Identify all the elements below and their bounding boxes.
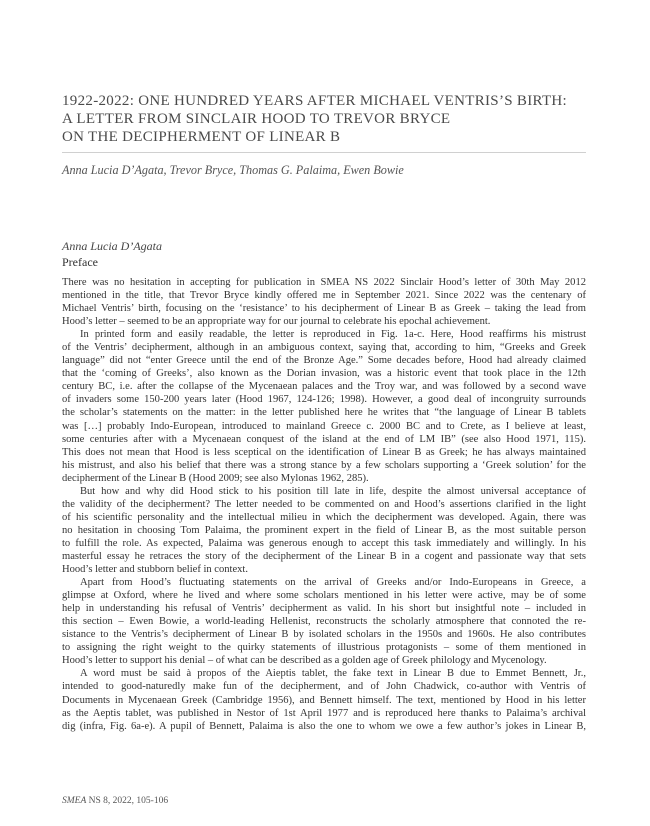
body-line: sistance to the Ventris’s decipherment of Linear B by isolated scholars in the 1950s and 1960s. He also contributes (62, 629, 586, 641)
body-line: This does not mean that Hood is less sceptical on the identification of Linear B as Greek; he has always maintained (62, 446, 586, 458)
body-line: as the Aeptis tablet, was published in Nestor of 1st April 1977 and is reproduced here thanks to Palaima’s archival (62, 707, 586, 719)
body-line: that the ‘coming of Greeks’, also known as the Dorian invasion, was a historic event that took place in the 12th (62, 368, 586, 380)
body-line: There was no hesitation in accepting for publication in SMEA NS 2022 Sinclair Hood’s letter of 30th May 2012 (62, 277, 586, 288)
section-author: Anna Lucia D’Agata (62, 239, 162, 253)
body-line: this section – Ewen Bowie, a world-leading Hellenist, reconstructs the scholarly atmosphere that connoted the re- (62, 616, 586, 628)
title-line: 1922-2022: ONE HUNDRED YEARS AFTER MICHAEL VENTRIS’S BIRTH: (62, 93, 568, 109)
body-line: to assigning the right weight to the quirky statements of illustrious protagonists – some of them mentioned in (62, 642, 586, 654)
body-line: the scholar’s statements on the matter: in the letter published here he writes that “the language of Linear B tablets (62, 407, 586, 419)
footer-citation: NS 8, 2022, 105-106 (86, 796, 169, 806)
body-line: to fulfill the role. As expected, Palaima was generous enough to accept this task immediately and willingly. In his (62, 537, 586, 549)
body-line: his mistrust, and also his belief that there was a strong stance by a few scholars supporting a ‘Greek solution’ for the (62, 459, 586, 471)
title-divider (62, 152, 586, 153)
body-line: Hood’s letter and stubborn belief in context. (62, 564, 248, 576)
body-line: dig (infra, Fig. 6a-e). A pupil of Bennett, Palaima is also the one to whom we owe a few author’s jokes in Linear B, (62, 720, 586, 732)
body-line: of the Ventris’ decipherment, although in an ambiguous context, saying that, according to him, “Greeks and Greek (62, 342, 586, 354)
body-line: masterful essay he retraces the story of the decipherment of the Linear B in a cogent and passionate way that sets (62, 550, 586, 562)
body-line: some centuries after with a Mycenaean conquest of the island at the end of LM IB” (see also Hood 1971, 115). (62, 433, 586, 445)
footer-journal: SMEA (62, 796, 87, 806)
title-line: A LETTER FROM SINCLAIR HOOD TO TREVOR BRYCE (62, 111, 451, 127)
body-line: intended to good-naturedly make fun of the decipherment, and of John Chadwick, co-author with Ventris of (62, 681, 586, 693)
body-line: mentioned in the title, that Trevor Bryce kindly offered me in September 2021. Since 2022 was the centenary of (62, 290, 586, 302)
body-line: the validity of the decipherment? The letter needed to be commented on and Hood’s assertions clarified in the light (62, 498, 586, 510)
body-line: glimpse at Oxford, where he lived and where some scholars mentioned in his letter were active, may be of some (62, 590, 586, 602)
body-line: help in understanding his refusal of Ventris’ decipherment as valid. In his short but insightful note – included in (62, 603, 586, 615)
author-list: Anna Lucia D’Agata, Trevor Bryce, Thomas G. Palaima, Ewen Bowie (62, 163, 404, 177)
body-line: Michael Ventris’ birth, focusing on the ‘resistance’ to his decipherment of Linear B as Greek – taking the lead from (62, 303, 586, 315)
section-title: Preface (62, 255, 98, 269)
body-line: Hood’s letter – seemed to be an appropriate way for our journal to celebrate his epochal achievement. (62, 316, 491, 328)
body-line: In printed form and easily readable, the letter is reproduced in Fig. 1a-c. Here, Hood reaffirms his mistrust (80, 329, 586, 341)
body-line: A word must be said à propos of the Aieptis tablet, the fake text in Linear B due to Emmet Bennett, Jr., (80, 668, 586, 680)
body-text (62, 276, 586, 733)
body-line: But how and why did Hood stick to his position till late in life, despite the almost universal acceptance of (80, 485, 586, 497)
body-line: Documents in Mycenaean Greek (Cambridge 1956), and Bennett himself. The text, mentioned by Hood in his letter (62, 694, 586, 706)
body-line: of invaders some 150-200 years later (Hood 1967, 124-126; 1998). However, a good deal of incongruity surrounds (62, 394, 586, 406)
body-line: Apart from Hood’s fluctuating statements on the arrival of Greeks and/or Indo-Europeans in Greece, a (80, 577, 586, 589)
page-footer (62, 796, 168, 806)
body-line: language” did not “enter Greece until the end of the Bronze Age.” Some decades before, Hood had already claimed (62, 355, 586, 367)
body-line: decipherment of the Linear B (Hood 2009; see also Mylonas 1962, 285). (62, 472, 369, 484)
title-line: ON THE DECIPHERMENT OF LINEAR B (62, 129, 341, 145)
body-line: was […] probably Indo-European, introduced to mainland Greece c. 2000 BC and to Crete, as I believe at least, (62, 420, 586, 432)
body-line: century BC, i.e. after the collapse of the Mycenaean palaces and the Troy war, and was followed by a second wave (62, 381, 586, 393)
body-line: no hesitation in choosing Tom Palaima, the prominent expert in the field of Linear B, as the most suitable person (62, 524, 586, 536)
body-line: Hood’s letter to support his denial – of what can be described as a golden age of Greek philology and Mycenology. (62, 655, 547, 667)
body-line: of his scientific personality and the intellectual milieu in which the decipherment was developed. Again, there was (62, 511, 586, 523)
article-title (62, 92, 602, 146)
